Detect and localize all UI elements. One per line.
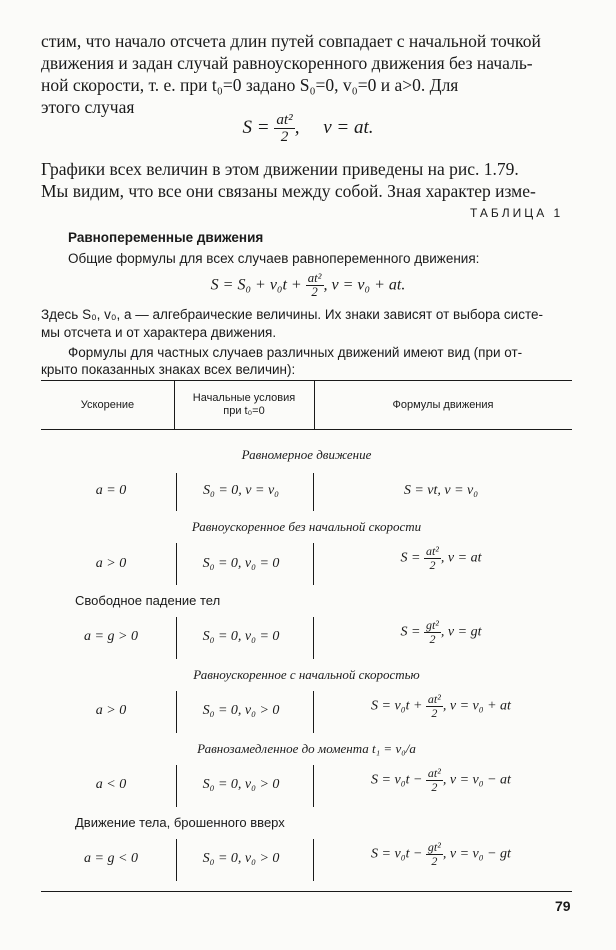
page-number: 79	[555, 898, 571, 914]
case-6-accel: a = g < 0	[84, 851, 138, 866]
intro-line-1: стим, что начало отсчета длин путей совпадает с начальной точкой	[41, 31, 541, 51]
eq-s-lhs: S =	[242, 116, 270, 138]
general-eq-num: at²	[307, 271, 322, 285]
graphs-line-2: Мы видим, что все они связаны между собой. Зная характер изме-	[41, 181, 536, 201]
general-text: Общие формулы для всех случаев равнопеременного движения:	[68, 251, 480, 266]
case-3-init: S₀ = 0, v₀ = 0	[202, 629, 280, 644]
case-5-vline-2	[313, 765, 314, 807]
case-5-f-num: at²	[427, 766, 441, 780]
eq-sep: ,	[294, 116, 300, 138]
case-4-vline-1	[176, 691, 177, 733]
case-3-vline-1	[176, 617, 177, 659]
eq-den: 2	[280, 127, 289, 145]
header-divider	[41, 429, 572, 430]
case-1-accel: a = 0	[95, 483, 127, 498]
intro-line-4: этого случая	[41, 97, 135, 117]
general-eq-lhs: S = S₀ + v₀t +	[210, 276, 302, 294]
general-eq-rhs: , v = v₀ + at.	[323, 276, 406, 294]
case-4-f-lhs: S = v₀t +	[371, 698, 423, 714]
case-4-title: Равноускоренное с начальной скоростью	[193, 667, 420, 682]
case-3-f-frac	[424, 619, 441, 645]
case-5-vline-1	[176, 765, 177, 807]
formulas-intro-line-2: крыто показанных знаках всех величин):	[41, 362, 296, 377]
case-1-init: S₀ = 0, v = v₀	[202, 483, 280, 498]
case-5-f-frac	[426, 767, 443, 793]
case-5-f-den: 2	[431, 779, 438, 794]
eq-fraction	[274, 112, 294, 145]
general-eq-den: 2	[311, 285, 318, 300]
explanation-line-2: мы отсчета и от характера движения.	[41, 325, 277, 340]
case-4-vline-2	[313, 691, 314, 733]
case-2-vline-2	[313, 543, 314, 585]
explanation-line-1: Здесь S₀, v₀, a — алгебраические величины. Их знаки зависят от выбора систе-	[41, 307, 543, 322]
formulas-intro-line-1: Формулы для частных случаев различных движений имеют вид (при от-	[68, 345, 523, 360]
case-5-accel: a < 0	[95, 777, 127, 792]
case-5-f-rhs: , v = v₀ − at	[442, 772, 511, 788]
case-5-init: S₀ = 0, v₀ > 0	[202, 777, 280, 792]
case-3-title: Свободное падение тел	[75, 593, 221, 608]
case-4-f-rhs: , v = v₀ + at	[442, 698, 511, 714]
main-equation	[0, 112, 616, 145]
intro-line-3: ной скорости, т. е. при t₀=0 задано S₀=0, v₀=0 и a>0. Для	[41, 75, 459, 95]
case-3-f-den: 2	[429, 631, 436, 646]
eq-num: at²	[276, 111, 293, 128]
graphs-line-1: Графики всех величин в этом движении приведены на рис. 1.79.	[41, 159, 519, 179]
general-eq-fraction	[306, 272, 324, 300]
case-5-f-lhs: S = v₀t −	[371, 772, 423, 788]
case-2-f-rhs: , v = at	[440, 550, 482, 566]
case-3-vline-2	[313, 617, 314, 659]
case-4-formula	[321, 693, 561, 719]
case-2-init: S₀ = 0, v₀ = 0	[202, 556, 280, 571]
eq-v: v = at.	[323, 116, 374, 138]
case-3-f-num: gt²	[425, 618, 439, 632]
header-init-line-2: при t₀=0	[223, 405, 265, 417]
case-4-accel: a > 0	[95, 703, 127, 718]
case-3-formula	[331, 619, 551, 645]
case-5-formula	[321, 767, 561, 793]
case-2-f-frac	[424, 545, 441, 571]
case-2-formula	[331, 545, 551, 571]
case-6-init: S₀ = 0, v₀ > 0	[202, 851, 280, 866]
case-6-vline-1	[176, 839, 177, 881]
case-2-vline-1	[176, 543, 177, 585]
header-init	[174, 381, 314, 429]
case-2-accel: a > 0	[95, 556, 127, 571]
case-6-formula	[321, 841, 561, 867]
motion-table	[41, 380, 572, 892]
case-5-title: Равнозамедленное до момента t₁ = v₀/a	[197, 741, 416, 756]
case-2-f-den: 2	[429, 557, 436, 572]
case-6-vline-2	[313, 839, 314, 881]
case-4-init: S₀ = 0, v₀ > 0	[202, 703, 280, 718]
case-1-vline-1	[176, 473, 177, 511]
header-init-line-1: Начальные условия	[192, 392, 296, 404]
case-6-title: Движение тела, брошенного вверх	[75, 815, 285, 830]
case-4-f-frac	[426, 693, 443, 719]
case-2-f-lhs: S =	[400, 550, 421, 566]
table-label: ТАБЛИЦА 1	[470, 206, 564, 220]
case-4-f-den: 2	[431, 705, 438, 720]
case-6-f-lhs: S = v₀t −	[371, 846, 423, 862]
case-2-f-num: at²	[425, 544, 439, 558]
case-6-f-rhs: , v = v₀ − gt	[442, 846, 511, 862]
case-6-f-num: gt²	[427, 840, 441, 854]
case-6-f-frac	[426, 841, 443, 867]
header-vline-1	[174, 381, 175, 429]
case-6-f-den: 2	[431, 853, 438, 868]
header-vline-2	[314, 381, 315, 429]
general-equation	[0, 272, 616, 300]
header-formulas: Формулы движения	[392, 398, 494, 411]
section-title: Равнопеременные движения	[68, 230, 264, 245]
case-1-title: Равномерное движение	[241, 447, 372, 462]
header-accel: Ускорение	[80, 398, 135, 411]
case-1-vline-2	[313, 473, 314, 511]
case-3-accel: a = g > 0	[84, 629, 138, 644]
case-2-title: Равноускоренное без начальной скорости	[191, 519, 422, 534]
case-4-f-num: at²	[427, 692, 441, 706]
case-3-f-rhs: , v = gt	[440, 624, 482, 640]
case-3-f-lhs: S =	[400, 624, 421, 640]
case-1-formula: S = vt, v = v₀	[403, 483, 479, 498]
intro-line-2: движения и задан случай равноускоренного движения без началь-	[41, 53, 533, 73]
